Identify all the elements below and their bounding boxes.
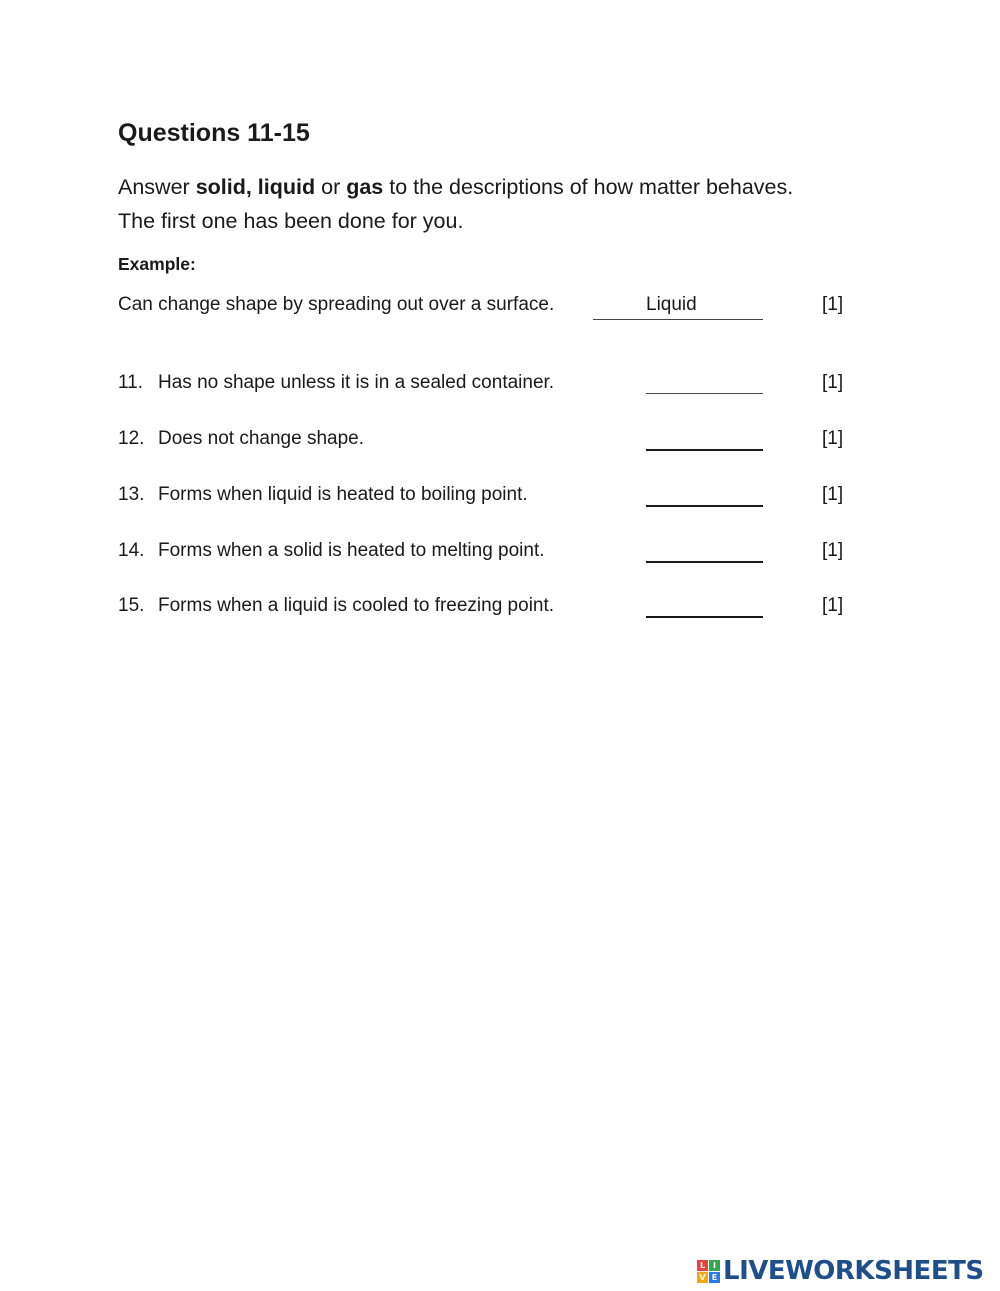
question-text: Forms when liquid is heated to boiling point. <box>158 484 528 505</box>
answer-blank[interactable] <box>646 616 763 618</box>
instructions-rest-line1: to the descriptions of how matter behaves. <box>389 175 794 199</box>
question-marks: [1] <box>822 484 844 505</box>
example-label: Example: <box>118 254 196 274</box>
question-text-wrap <box>118 540 545 562</box>
question-text: Forms when a solid is heated to melting point. <box>158 540 545 561</box>
example-answer: Liquid <box>646 294 697 315</box>
logo-block-e: E <box>709 1272 720 1283</box>
question-marks: [1] <box>822 428 844 449</box>
instructions-option-solid-liquid: solid, liquid <box>195 175 316 199</box>
logo-block-l: L <box>697 1260 708 1271</box>
question-number: 12. <box>118 428 145 449</box>
answer-blank[interactable] <box>646 505 763 507</box>
instructions-or-word: or <box>321 175 341 199</box>
question-text-wrap <box>118 484 528 506</box>
question-marks: [1] <box>822 540 844 561</box>
question-number: 14. <box>118 540 145 561</box>
logo-blocks-icon <box>697 1260 720 1283</box>
question-row <box>118 372 878 402</box>
question-marks: [1] <box>822 595 844 616</box>
page-title: Questions 11-15 <box>118 119 310 147</box>
question-text-wrap <box>118 595 554 617</box>
answer-blank[interactable] <box>646 561 763 563</box>
example-text: Can change shape by spreading out over a surface. <box>118 294 555 315</box>
example-marks: [1] <box>822 294 844 315</box>
question-number: 13. <box>118 484 145 505</box>
question-number: 11. <box>118 372 144 393</box>
question-row <box>118 540 878 570</box>
instructions-answer-word: Answer <box>118 175 190 199</box>
question-text: Has no shape unless it is in a sealed container. <box>158 372 555 393</box>
question-marks: [1] <box>822 372 844 393</box>
question-text: Forms when a liquid is cooled to freezing point. <box>158 595 555 616</box>
question-text: Does not change shape. <box>158 428 364 449</box>
question-row <box>118 484 878 514</box>
liveworksheets-logo <box>697 1256 984 1286</box>
question-row <box>118 595 878 625</box>
logo-block-v: V <box>697 1272 708 1283</box>
question-text-wrap <box>118 372 554 394</box>
example-answer-line <box>593 319 763 320</box>
instructions-option-gas: gas <box>346 175 384 199</box>
question-text-wrap <box>118 428 364 450</box>
question-number: 15. <box>118 595 145 616</box>
instructions <box>118 170 918 238</box>
instructions-line2: The first one has been done for you. <box>118 209 464 233</box>
question-row <box>118 428 878 458</box>
answer-blank[interactable] <box>646 449 763 451</box>
answer-blank[interactable] <box>646 393 763 394</box>
logo-text: LIVEWORKSHEETS <box>723 1256 984 1286</box>
example-row <box>118 294 878 324</box>
logo-block-i: I <box>709 1260 720 1271</box>
